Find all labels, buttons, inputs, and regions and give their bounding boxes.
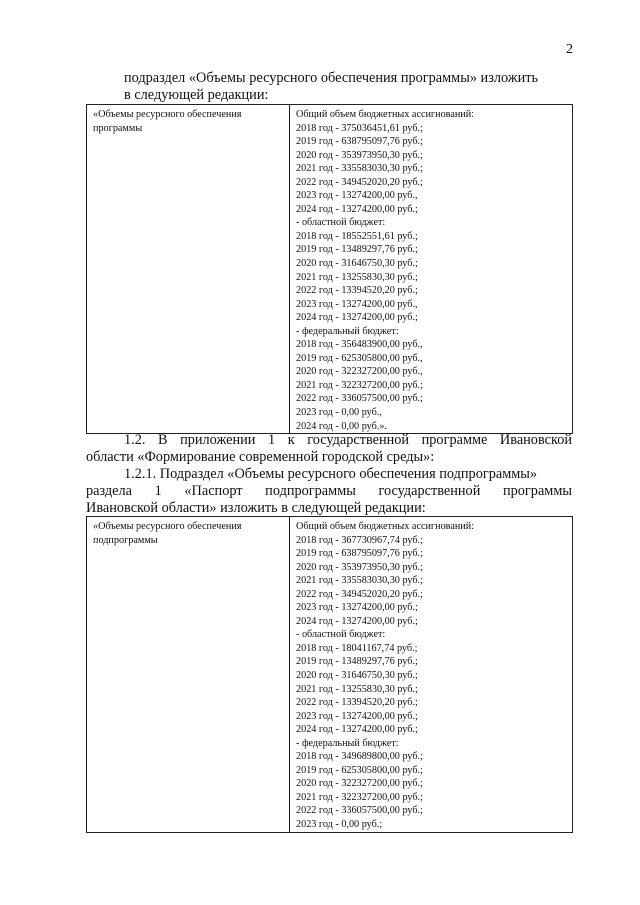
table-value-line: 2019 год - 13489297,76 руб.;	[296, 244, 418, 256]
table-label-cell	[87, 105, 290, 434]
page-number: 2	[566, 42, 573, 57]
table-label: «Объемы ресурсного обеспечения	[93, 109, 242, 120]
table-row	[87, 105, 573, 434]
table-value-line: 2018 год - 18552551,61 руб.;	[296, 230, 418, 242]
table-value-line: 2022 год - 13394520,20 руб.;	[296, 285, 418, 297]
table-label: подпрограммы	[93, 534, 158, 546]
table-label: программы	[93, 122, 143, 134]
table-value-line: 2020 год - 31646750,30 руб.;	[296, 258, 418, 270]
table-value-line: - областной бюджет:	[296, 217, 386, 229]
table-value-cell	[290, 517, 573, 833]
table-value-line: 2018 год - 356483900,00 руб.,	[296, 339, 423, 351]
table-value-line: 2020 год - 31646750,30 руб.;	[296, 670, 418, 682]
table-value-line: - федеральный бюджет:	[296, 325, 399, 337]
table-value-line: 2023 год - 13274200,00 руб.;	[296, 710, 418, 722]
table-value-line: 2019 год - 13489297,76 руб.;	[296, 656, 418, 668]
table-value-line: 2023 год - 13274200,00 руб.,	[296, 190, 418, 202]
table-value-line: 2022 год - 349452020,20 руб.;	[296, 176, 423, 188]
table-value-line: 2021 год - 13255830,30 руб.;	[296, 683, 418, 695]
table-value-cell	[290, 105, 573, 434]
section-1-2-1-paragraph	[86, 466, 572, 517]
table-label: «Объемы ресурсного обеспечения	[93, 521, 242, 532]
intro-line: в следующей редакции:	[124, 87, 269, 103]
section-line: 1.2. В приложении 1 к государственной программе Ивановской	[124, 432, 572, 448]
table-value-line: 2024 год - 13274200,00 руб.;	[296, 615, 418, 627]
table-label-cell	[87, 517, 290, 833]
table-value-line: 2021 год - 322327200,00 руб.;	[296, 379, 423, 391]
section-line: 1.2.1. Подраздел «Объемы ресурсного обеспечения подпрограммы»	[124, 466, 538, 482]
table-value-line: 2018 год - 18041167,74 руб.;	[296, 642, 418, 654]
table-value-line: 2023 год - 0,00 руб.,	[296, 407, 382, 419]
table-value-line: 2019 год - 638795097,76 руб.;	[296, 548, 423, 560]
table-value-line: 2024 год - 13274200,00 руб.;	[296, 203, 418, 215]
table-value-line: 2020 год - 322327200,00 руб.;	[296, 778, 423, 790]
table-value-line: 2020 год - 353973950,30 руб.;	[296, 149, 423, 161]
table-value-line: 2024 год - 0,00 руб.».	[296, 420, 387, 432]
table-value-line: 2021 год - 13255830,30 руб.;	[296, 271, 418, 283]
section-line: области «Формирование современной городской среды»:	[86, 449, 435, 465]
table-value-line: 2022 год - 336057500,00 руб.;	[296, 805, 423, 817]
section-line: Ивановской области» изложить в следующей редакции:	[86, 500, 426, 516]
section-line: раздела 1 «Паспорт подпрограммы государственной программы	[86, 483, 572, 499]
table-value-line: - областной бюджет:	[296, 629, 386, 641]
table-value-line: 2019 год - 625305800,00 руб.,	[296, 352, 423, 364]
section-1-2-paragraph	[86, 432, 572, 466]
table-value-line: 2024 год - 13274200,00 руб.;	[296, 724, 418, 736]
table-value-line: 2024 год - 13274200,00 руб.;	[296, 312, 418, 324]
table-value-line: 2021 год - 335583030,30 руб.;	[296, 575, 423, 587]
table-value-line: 2022 год - 349452020,20 руб.;	[296, 588, 423, 600]
program-resources-table	[86, 104, 573, 434]
table-value-line: 2020 год - 353973950,30 руб.;	[296, 561, 423, 573]
table-value-line: Общий объем бюджетных ассигнований:	[296, 109, 475, 120]
table-value-line: 2018 год - 367730967,74 руб.;	[296, 534, 423, 546]
intro-paragraph	[86, 70, 572, 104]
table-value-line: 2022 год - 13394520,20 руб.;	[296, 697, 418, 709]
table-value-line: 2019 год - 625305800,00 руб.;	[296, 764, 423, 776]
table-value-line: 2023 год - 13274200,00 руб.,	[296, 298, 418, 310]
subprogram-resources-table	[86, 516, 573, 833]
table-value-line: - федеральный бюджет:	[296, 737, 399, 749]
table-value-line: 2018 год - 349689800,00 руб.;	[296, 751, 423, 763]
table-value-line: 2023 год - 13274200,00 руб.;	[296, 602, 418, 614]
table-value-line: 2023 год - 0,00 руб.;	[296, 819, 383, 831]
table-row	[87, 517, 573, 833]
table-value-line: 2020 год - 322327200,00 руб.,	[296, 366, 423, 378]
table-value-line: 2019 год - 638795097,76 руб.;	[296, 136, 423, 148]
intro-line: подраздел «Объемы ресурсного обеспечения программы» изложить	[124, 70, 539, 86]
table-value-line: 2018 год - 375036451,61 руб.;	[296, 122, 423, 134]
table-value-line: Общий объем бюджетных ассигнований:	[296, 521, 475, 532]
table-value-line: 2021 год - 322327200,00 руб.;	[296, 791, 423, 803]
table-value-line: 2021 год - 335583030,30 руб.;	[296, 163, 423, 175]
table-value-line: 2022 год - 336057500,00 руб.;	[296, 393, 423, 405]
